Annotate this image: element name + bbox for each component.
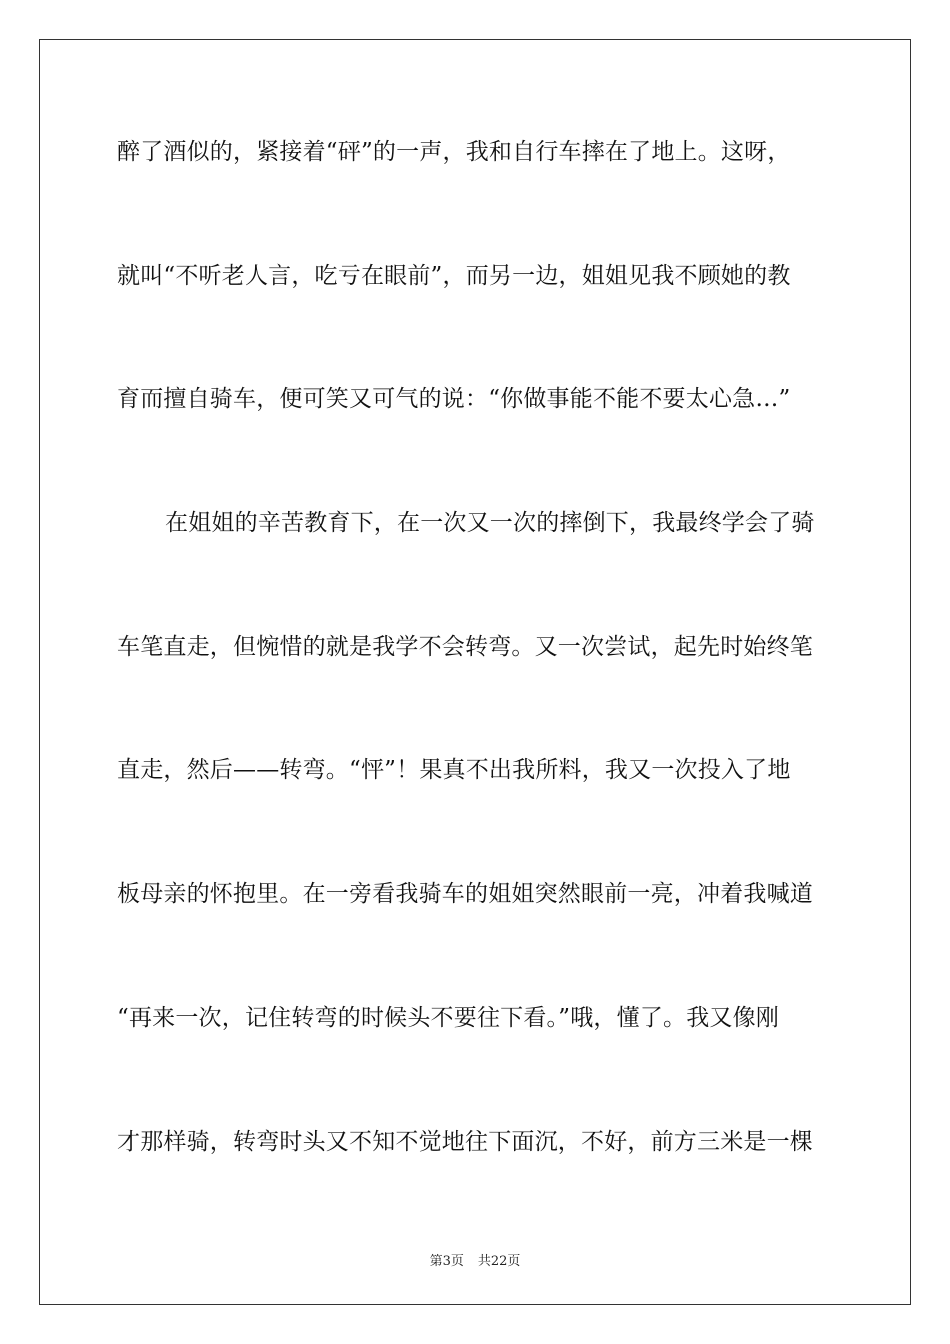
page-footer: [0, 1250, 950, 1269]
text-line: 直走，然后——转弯。“怦”！果真不出我所料，我又一次投入了地: [117, 757, 791, 784]
text-line: “再来一次，记住转弯的时候头不要往下看。”哦，懂了。我又像刚: [117, 1004, 780, 1031]
page-number: 第3页: [429, 1254, 464, 1269]
text-line: 车笔直走，但惋惜的就是我学不会转弯。又一次尝试，起先时始终笔: [117, 633, 813, 660]
text-line: 醉了酒似的，紧接着“砰”的一声，我和自行车摔在了地上。这呀，: [117, 139, 791, 165]
text-line: 才那样骑，转弯时头又不知不觉地往下面沉，不好，前方三米是一棵: [117, 1128, 813, 1155]
document-body: [117, 130, 837, 1243]
text-line-paragraph-start: 在姐姐的辛苦教育下，在一次又一次的摔倒下，我最终学会了骑: [165, 510, 815, 537]
text-line: 育而擅自骑车，便可笑又可气的说：“你做事能不能不要太心急…”: [117, 386, 791, 413]
text-line: 就叫“不听老人言，吃亏在眼前”，而另一边，姐姐见我不顾她的教: [117, 262, 791, 289]
page-total: 共22页: [477, 1254, 521, 1269]
text-line: 板母亲的怀抱里。在一旁看我骑车的姐姐突然眼前一亮，冲着我喊道: [117, 881, 813, 908]
